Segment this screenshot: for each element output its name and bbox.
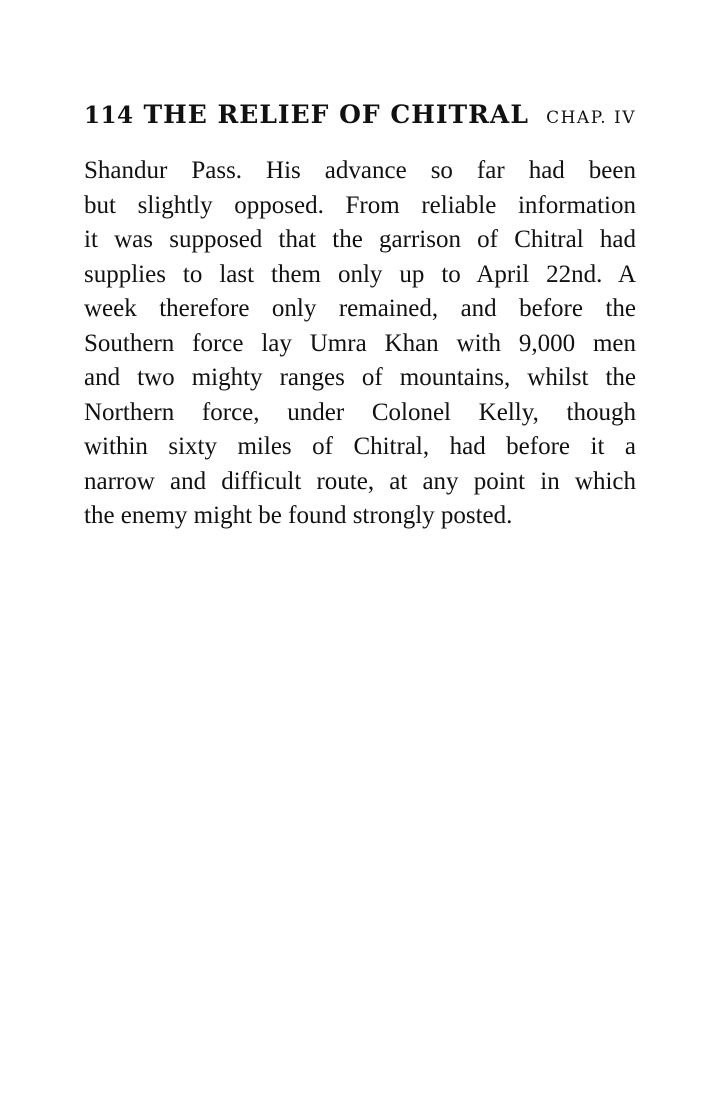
page-number: 114 bbox=[84, 102, 134, 129]
text-line: narrow and difficult route, at any point in which bbox=[84, 467, 636, 495]
body-paragraph bbox=[84, 154, 636, 534]
text-line: within sixty miles of Chitral, had before it a bbox=[84, 433, 636, 460]
text-line: but slightly opposed. From reliable information bbox=[84, 191, 636, 219]
text-line: week therefore only remained, and before the bbox=[84, 295, 636, 322]
running-head bbox=[84, 100, 636, 136]
text-line: the enemy might be found strongly posted. bbox=[84, 502, 513, 529]
text-line: it was supposed that the garrison of Chitral had bbox=[84, 226, 636, 253]
text-line: Southern force lay Umra Khan with 9,000 men bbox=[84, 329, 636, 357]
text-line: supplies to last them only up to April 22nd. A bbox=[84, 260, 636, 288]
chapter-label: CHAP. IV bbox=[546, 108, 636, 128]
text-line: and two mighty ranges of mountains, whilst the bbox=[84, 364, 636, 391]
text-line: Shandur Pass. His advance so far had been bbox=[84, 157, 636, 184]
text-line: Northern force, under Colonel Kelly, though bbox=[84, 398, 636, 426]
running-title: THE RELIEF OF CHITRAL bbox=[143, 100, 529, 129]
